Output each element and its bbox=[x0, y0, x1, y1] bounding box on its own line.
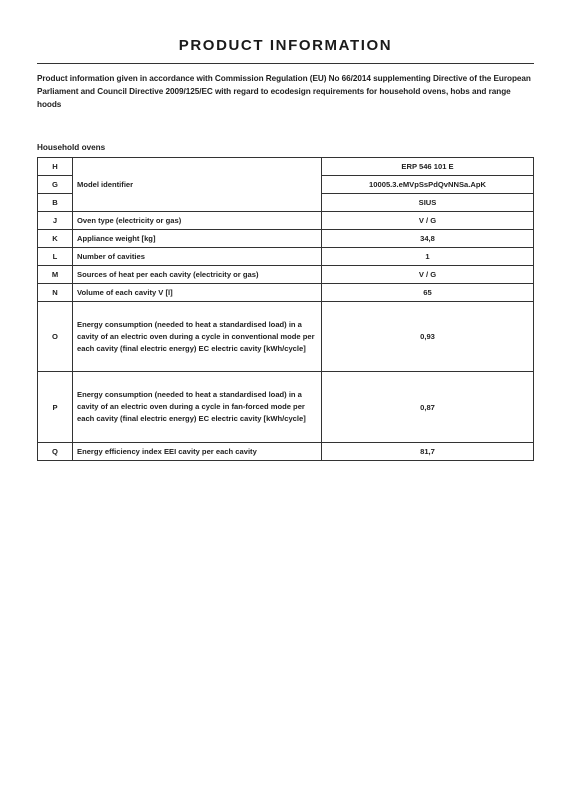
page-title: PRODUCT INFORMATION bbox=[178, 37, 393, 54]
row-value: 10005.3.eMVpSsPdQvNNSa.ApK bbox=[322, 176, 534, 194]
row-code: P bbox=[38, 372, 73, 443]
row-label: Model identifier bbox=[73, 158, 322, 212]
row-label: Energy consumption (needed to heat a standardised load) in a cavity of an electric oven during a cycle in fan-forced mode per each cavity (final electric energy) EC electric cavity [kWh/cycle] bbox=[73, 372, 322, 443]
table-row bbox=[38, 284, 534, 302]
table-row bbox=[38, 248, 534, 266]
row-code: Q bbox=[38, 443, 73, 461]
table-row bbox=[38, 266, 534, 284]
row-code: G bbox=[38, 176, 73, 194]
row-label: Oven type (electricity or gas) bbox=[73, 212, 322, 230]
table-row bbox=[38, 212, 534, 230]
row-code: B bbox=[38, 194, 73, 212]
row-label: Appliance weight [kg] bbox=[73, 230, 322, 248]
row-code: K bbox=[38, 230, 73, 248]
row-label: Volume of each cavity V [l] bbox=[73, 284, 322, 302]
row-code: N bbox=[38, 284, 73, 302]
row-value: V / G bbox=[322, 266, 534, 284]
row-label: Sources of heat per each cavity (electricity or gas) bbox=[73, 266, 322, 284]
table-row bbox=[38, 302, 534, 372]
row-value: 34,8 bbox=[322, 230, 534, 248]
row-value: V / G bbox=[322, 212, 534, 230]
table-row bbox=[38, 443, 534, 461]
row-code: M bbox=[38, 266, 73, 284]
title-divider bbox=[37, 63, 534, 64]
row-value: ERP 546 101 E bbox=[322, 158, 534, 176]
table-row bbox=[38, 372, 534, 443]
table-row bbox=[38, 158, 534, 176]
row-code: H bbox=[38, 158, 73, 176]
row-value: 65 bbox=[322, 284, 534, 302]
row-label: Number of cavities bbox=[73, 248, 322, 266]
row-code: L bbox=[38, 248, 73, 266]
section-label: Household ovens bbox=[37, 143, 106, 152]
row-label: Energy consumption (needed to heat a standardised load) in a cavity of an electric oven during a cycle in conventional mode per each cavity (final electric energy) EC electric cavity [kWh/cycle] bbox=[73, 302, 322, 372]
row-value: 0,87 bbox=[322, 372, 534, 443]
row-value: 81,7 bbox=[322, 443, 534, 461]
row-value: 1 bbox=[322, 248, 534, 266]
row-code: J bbox=[38, 212, 73, 230]
page-content bbox=[37, 0, 534, 461]
row-label: Energy efficiency index EEI cavity per each cavity bbox=[73, 443, 322, 461]
row-value: 0,93 bbox=[322, 302, 534, 372]
table-row bbox=[38, 230, 534, 248]
intro-paragraph: Product information given in accordance with Commission Regulation (EU) No 66/2014 supplementing Directive of the European Parliament and Council Directive 2009/125/EC with regard to ecodesign requirements for household ovens, hobs and range hoods bbox=[37, 74, 531, 109]
product-info-table bbox=[37, 157, 534, 461]
row-value: SIUS bbox=[322, 194, 534, 212]
row-code: O bbox=[38, 302, 73, 372]
